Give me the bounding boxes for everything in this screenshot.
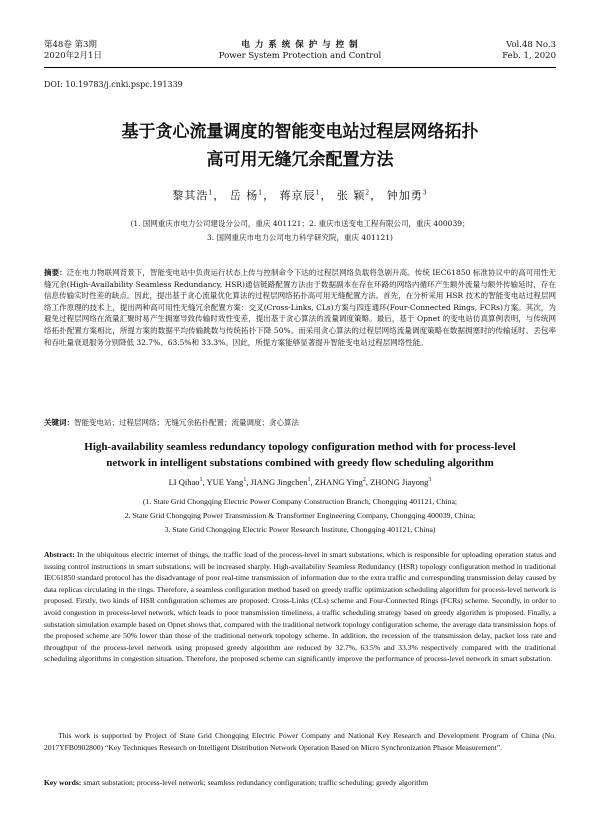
- affiliation-en-line3: 3. State Grid Chongqing Electric Power Research Institute, Chongqing 401121, China): [164, 525, 436, 534]
- author-sep: ，: [370, 189, 383, 202]
- author-cn-3-affil: 1: [315, 189, 321, 197]
- abstract-en-label: Abstract:: [44, 550, 75, 559]
- affiliation-cn-line1: (1. 国网重庆市电力公司建设分公司，重庆 401121；2. 重庆市送变电工程有限公司，重庆 400039；: [130, 219, 470, 228]
- author-cn-2-affil: 1: [258, 189, 264, 197]
- author-en-2: YUE Yang: [206, 477, 244, 487]
- author-cn-1: 黎其浩: [172, 189, 209, 202]
- keywords-en: [44, 777, 556, 789]
- journal-name-en: Power System Protection and Control: [218, 51, 382, 61]
- keywords-cn: [44, 417, 556, 428]
- abstract-cn-label: 摘要：: [44, 268, 67, 277]
- keywords-cn-label: 关键词：: [44, 418, 74, 427]
- author-sep: ，: [320, 189, 333, 202]
- author-en-2-affil: 1: [243, 477, 247, 484]
- authors-en: LI Qihao$^1$, YUE Yang$^1$, JIANG Jingchen$^1$, ZHANG Ying$^2$, ZHONG Jiayong$^3$: [168, 477, 432, 487]
- header-center: [44, 40, 556, 62]
- affiliations-en: [40, 495, 560, 537]
- keywords-en-text: smart substation; process-level network; seamless redundancy configuration; traffic scheduling; greedy algorithm: [83, 778, 429, 787]
- author-sep: ，: [213, 189, 226, 202]
- title-en: [40, 439, 560, 471]
- header-volume-en: Vol.48 No.3: [506, 40, 556, 50]
- abstract-cn-text: 泛在电力物联网背景下，智能变电站中负责运行状态上传与控制命令下达的过程层网络负载将急剧升高。传统 IEC61850 标准协议中的高可用性无缝冗余(High-Availability Seamless Redundancy, HSR)通信链路配置方法由于数据副本在存在环路的网络内循环产生额外流量与额外传输延时，存在信息传输实时性差的缺点。因此，提出基于贪心流量优化算法的过程层网络拓扑高可用无缝配置方法。首先，在分析采用 HSR 技术的智能变电站过程层网络工作原理的技术上，提出两种高可用性无缝冗余配置方案：交叉(Cross-Links, CLs)方案与四连通环(Four-Connected Rings, FCRs)方案。其次，为避免过程层网络在流量汇聚时易产生拥塞导致传输时效性变差，提出基于贪心算法的流量调度策略。最后，基于 Opnet 的变电站仿真算例表明，与传统网络拓扑配置方案相比，所提方案的数据平均传输跳数与传统拓扑下降 50%。而采用贪心算法的过程层网络流量调度策略在数据拥塞时的传输延时、丢包率和吞吐量衰退服务分别降低 32.7%、63.5%和 33.3%。因此，所提方案能够显著提升智能变电站过程层网络性能。: [44, 268, 556, 347]
- author-cn-4-affil: 2: [365, 189, 371, 197]
- affiliation-en-line2: 2. State Grid Chongqing Power Transmission & Transformer Engineering Company, Chongqing 400039, China;: [124, 511, 476, 520]
- keywords-cn-text: 智能变电站；过程层网络；无缝冗余拓扑配置；流量调度；贪心算法: [74, 418, 299, 427]
- title-cn-line1: 基于贪心流量调度的智能变电站过程层网络拓扑: [121, 122, 479, 142]
- funding-note-text: This work is supported by Project of State Grid Chongqing Electric Power Company and National Key Research and Development Program of China (No. 2017YFB0902800) “Key Techniques Research on Intelligent Distribution Network Operation Based on Micro Synchronization Phasor Measurement”.: [44, 731, 556, 752]
- author-en-1-affil: 1: [199, 477, 203, 484]
- author-cn-4: 张 颖: [336, 189, 366, 202]
- author-en-4: ZHANG Ying: [314, 477, 363, 487]
- title-cn-line2: 高可用无缝冗余配置方法: [206, 150, 394, 170]
- authors-cn: [40, 187, 560, 203]
- funding-note: [44, 730, 556, 753]
- affiliation-cn-line2: 3. 国网重庆市电力公司电力科学研究院，重庆 401121): [207, 233, 393, 242]
- author-cn-3: 蒋京辰: [279, 189, 316, 202]
- author-sep: ，: [263, 189, 276, 202]
- title-en-line2: network in intelligent substations combined with greedy flow scheduling algorithm: [106, 457, 494, 469]
- author-cn-5-affil: 3: [422, 189, 428, 197]
- header-right: [502, 40, 556, 62]
- author-cn-5: 钟加勇: [386, 189, 423, 202]
- doi: DOI: 10.19783/j.cnki.pspc.191339: [44, 80, 183, 89]
- author-en-5: ZHONG Jiayong: [370, 477, 429, 487]
- author-cn-2: 岳 杨: [229, 189, 259, 202]
- author-en-5-affil: 3: [428, 477, 432, 484]
- header-date-en: Feb. 1, 2020: [502, 51, 556, 61]
- journal-name-cn: 电 力 系 统 保 护 与 控 制: [241, 40, 359, 50]
- header-rule: [44, 67, 556, 68]
- header-volume-cn: 第48卷 第3期: [44, 40, 97, 50]
- affiliations-cn: [50, 217, 550, 245]
- author-en-1: LI Qihao: [168, 477, 200, 487]
- affiliation-en-line1: (1. State Grid Chongqing Electric Power Company Construction Branch, Chongqing 401121, China;: [142, 497, 458, 506]
- abstract-en-text: In the ubiquitous electric internet of things, the traffic load of the process-level in smart substations, which is responsible for uploading operation status and issuing control instructions in smart substations, will be increased sharply. High-availability Seamless Redundancy (HSR) topology configuration method in traditional IEC61850 standard protocol has the disadvantage of poor real-time transmission of information due to the extra traffic and corresponding transmission delay caused by data replicas circulating in the rings. Therefore, a seamless configuration method based on greedy traffic optimization scheduling algorithm for process-level network is proposed. Firstly, two kinds of HSR configuration schemes are proposed: Cross-Links (CLs) scheme and Four-Connected Rings (FCRs) scheme. Secondly, in order to avoid congestion in process-level network, which leads to poor transmission timeliness, a traffic scheduling strategy based on greedy algorithm is proposed. Finally, a substation simulation example based on Opnet shows that, compared with the traditional network topology configuration scheme, the average data transmission hops of the proposed scheme are 50% lower than those of the traditional network topology scheme. In addition, the recession of the transmission delay, packet loss rate and throughput of the process-level network using proposed greedy algorithm are reduced by 32.7%, 63.5% and 33.3% respectively compared with the traditional scheduling algorithms in congestion situation. Therefore, the proposed scheme can significantly improve the performance of process-level network in smart substation.: [44, 550, 556, 664]
- author-cn-1-affil: 1: [208, 189, 214, 197]
- author-en-3: JIANG Jingchen: [250, 477, 308, 487]
- title-en-line1: High-availability seamless redundancy topology configuration method with for process-level: [84, 441, 516, 453]
- abstract-cn: [44, 267, 556, 348]
- author-en-3-affil: 1: [307, 477, 311, 484]
- keywords-en-label: Key words:: [44, 778, 82, 787]
- abstract-en: [44, 549, 556, 665]
- author-en-4-affil: 2: [362, 477, 366, 484]
- title-cn: [40, 118, 560, 174]
- header-date-cn: 2020年2月1日: [44, 51, 102, 61]
